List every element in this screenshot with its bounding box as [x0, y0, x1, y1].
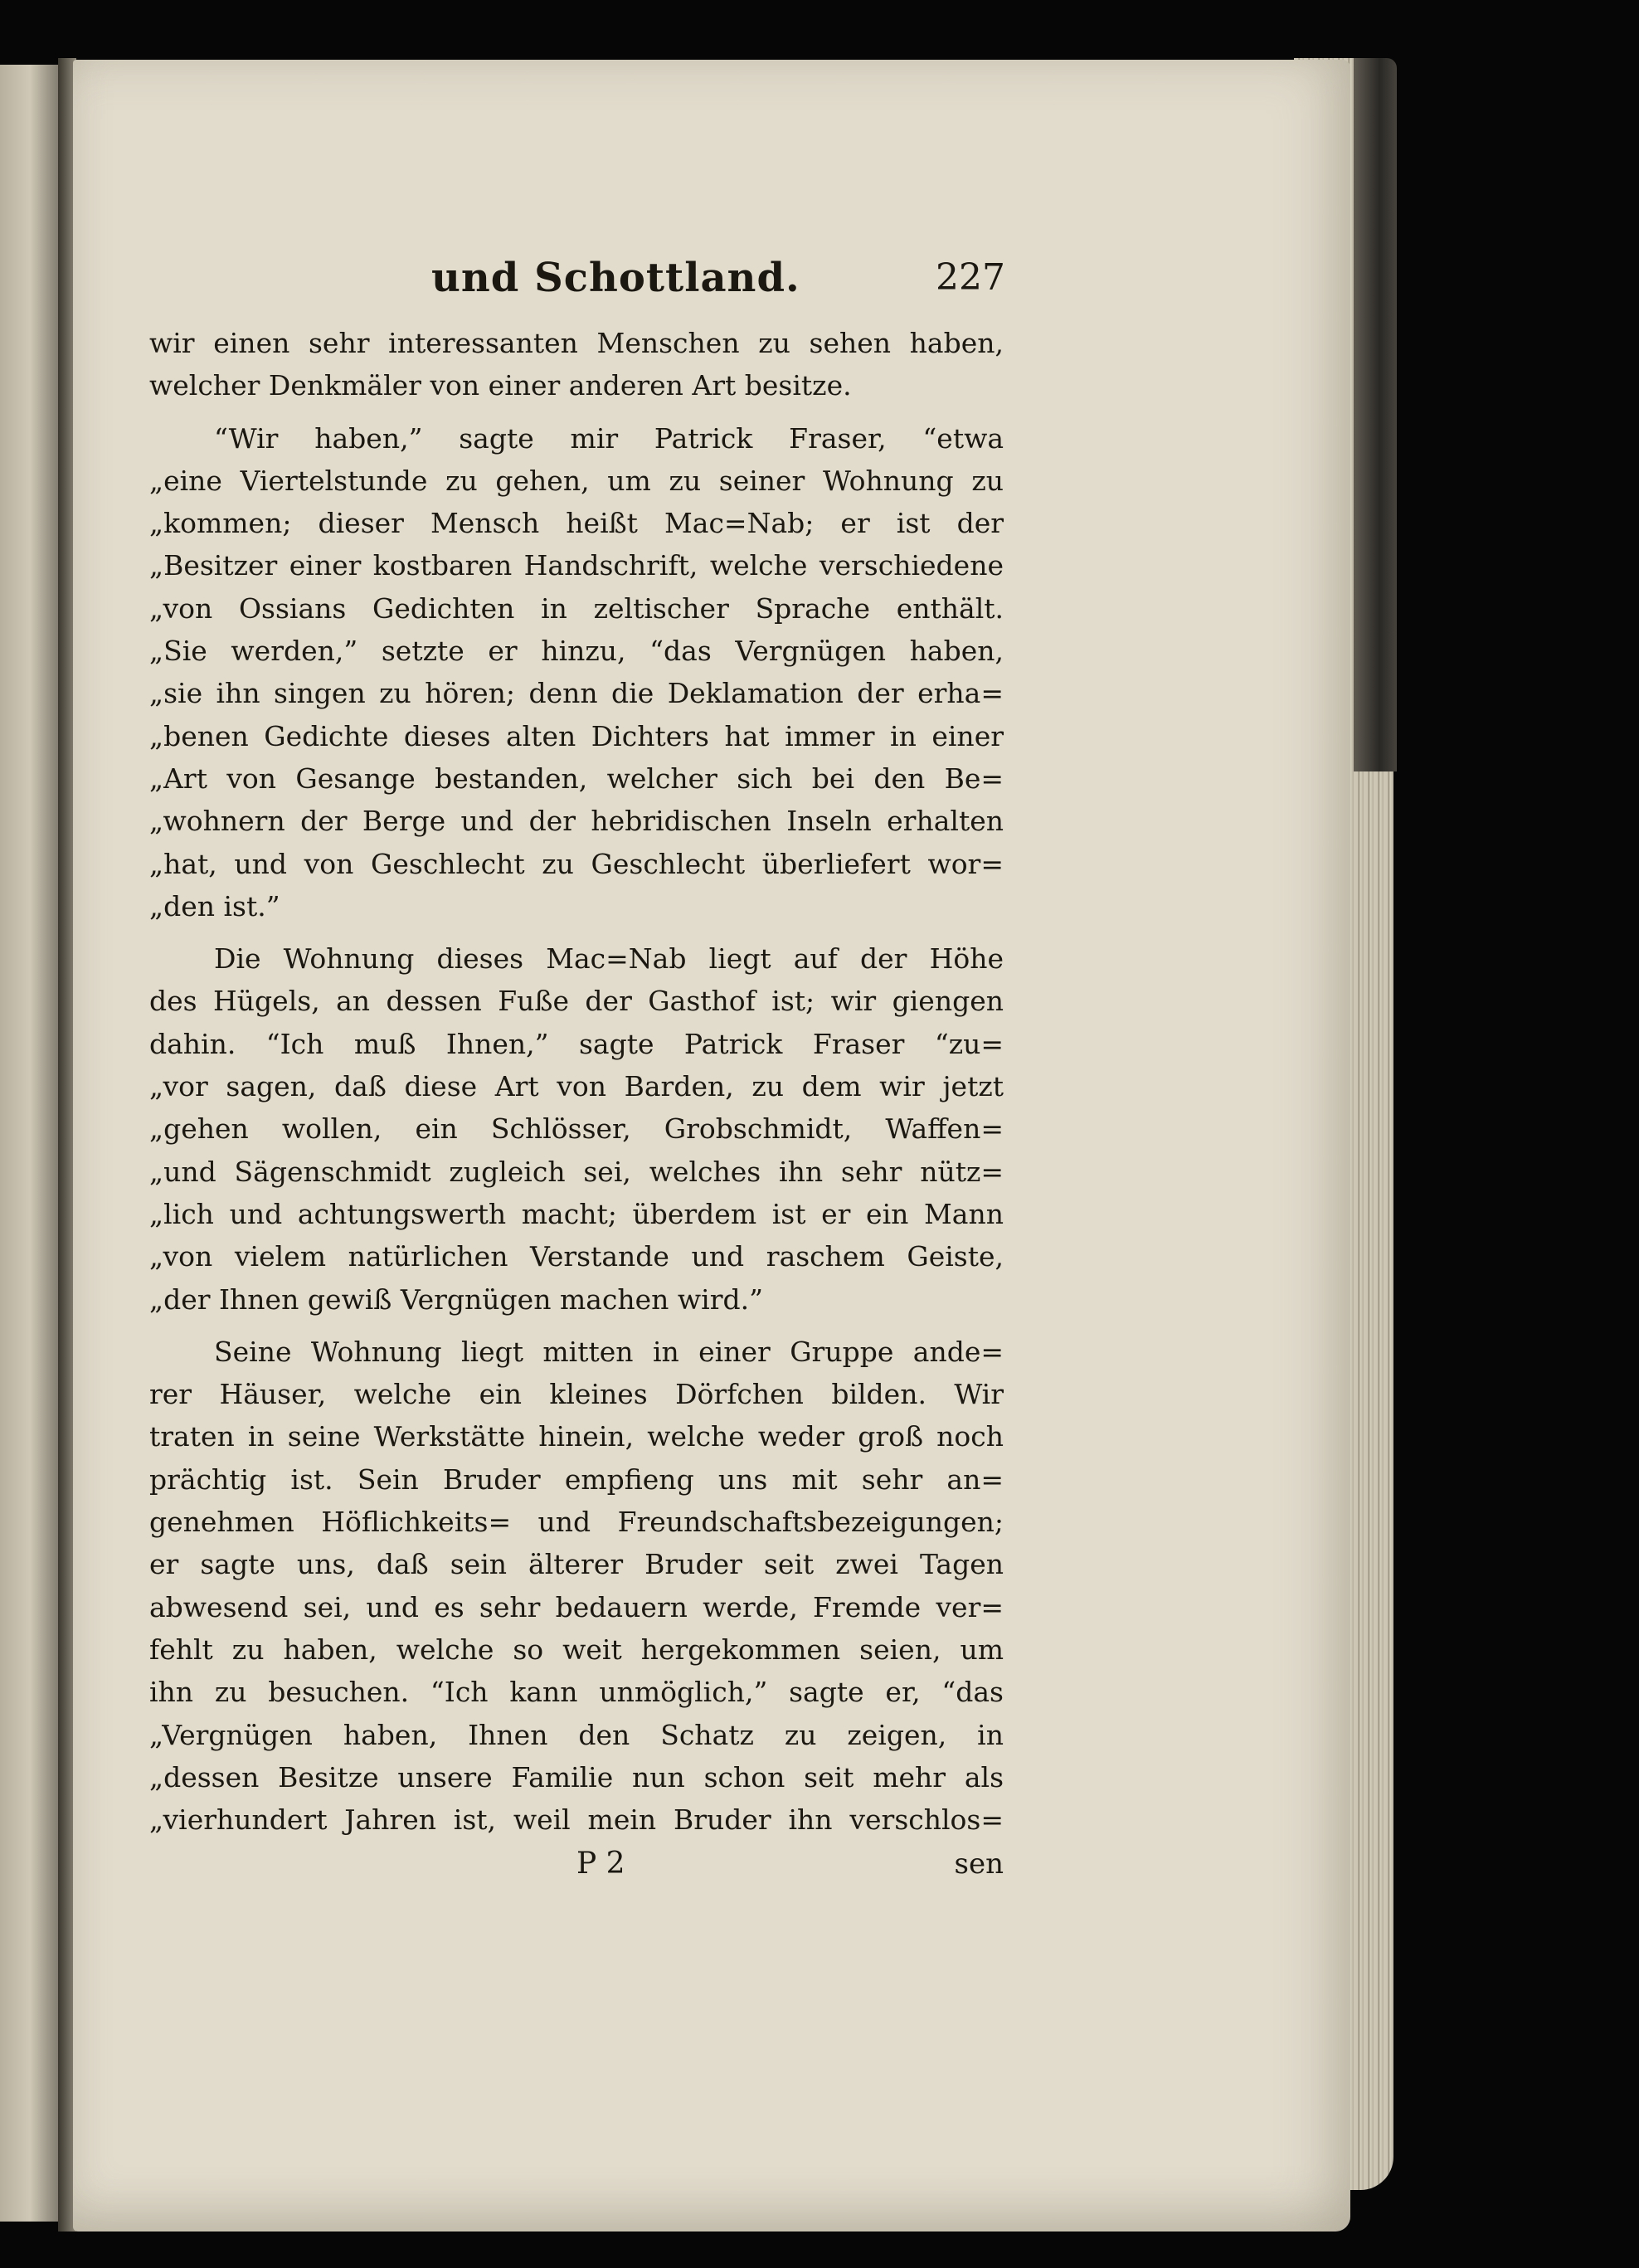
page-number: 227	[936, 256, 1005, 299]
page-footer	[149, 1841, 1004, 1891]
text-line: Die Wohnung dieses Mac=Nab liegt auf der Höhe	[214, 942, 1004, 976]
page-header	[149, 249, 1004, 307]
text-line: „benen Gedichte dieses alten Dichters hat immer in einer	[149, 719, 1004, 752]
text-line: welcher Denkmäler von einer anderen Art besitze.	[149, 369, 852, 402]
text-line: „hat, und von Geschlecht zu Geschlecht überliefert wor=	[149, 847, 1004, 880]
text-line: „dessen Besitze unsere Familie nun schon seit mehr als	[149, 1760, 1004, 1793]
catchword: sen	[954, 1847, 1004, 1881]
running-title: und Schottland.	[431, 255, 800, 301]
text-line: des Hügels, an dessen Fuße der Gasthof ist; wir giengen	[149, 985, 1004, 1018]
text-line: „von Ossians Gedichten in zeltischer Sprache enthält.	[149, 591, 1004, 625]
text-line: „kommen; dieser Mensch heißt Mac=Nab; er ist der	[149, 507, 1004, 540]
paragraph	[149, 1331, 1004, 1842]
text-line: „sie ihn singen zu hören; denn die Deklamation der erha=	[149, 677, 1004, 710]
paragraph	[149, 417, 1004, 928]
text-line: „Vergnügen haben, Ihnen den Schatz zu zeigen, in	[149, 1718, 1004, 1751]
text-line: „gehen wollen, ein Schlösser, Grobschmidt, Waffen=	[149, 1112, 1004, 1146]
signature-mark: P 2	[576, 1847, 625, 1881]
text-line: „eine Viertelstunde zu gehen, um zu seiner Wohnung zu	[149, 464, 1004, 497]
text-line: er sagte uns, daß sein älterer Bruder seit zwei Tagen	[149, 1548, 1004, 1581]
facing-page-edge	[0, 65, 66, 2222]
text-line: wir einen sehr interessanten Menschen zu sehen haben,	[149, 327, 1004, 359]
paragraph	[149, 937, 1004, 1321]
text-line: ihn zu besuchen. “Ich kann unmöglich,” sagte er, “das	[149, 1676, 1004, 1709]
text-line: „vor sagen, daß diese Art von Barden, zu dem wir jetzt	[149, 1070, 1004, 1103]
text-line: genehmen Höflichkeits= und Freundschaftsbezeigungen;	[149, 1506, 1004, 1539]
text-line: „Sie werden,” setzte er hinzu, “das Vergnügen haben,	[149, 635, 1004, 668]
text-line: dahin. “Ich muß Ihnen,” sagte Patrick Fraser “zu=	[149, 1027, 1004, 1060]
text-line: rer Häuser, welche ein kleines Dörfchen bilden. Wir	[149, 1378, 1004, 1411]
text-line: „der Ihnen gewiß Vergnügen machen wird.”	[149, 1282, 763, 1316]
text-line: „Art von Gesange bestanden, welcher sich bei den Be=	[149, 762, 1004, 795]
text-line: „den ist.”	[149, 889, 280, 922]
text-line: fehlt zu haben, welche so weit hergekommen seien, um	[149, 1633, 1004, 1666]
text-line: „und Sägenschmidt zugleich sei, welches ihn sehr nütz=	[149, 1155, 1004, 1188]
text-line: traten in seine Werkstätte hinein, welche weder groß noch	[149, 1420, 1004, 1453]
text-line: „Besitzer einer kostbaren Handschrift, welche verschiedene	[149, 549, 1004, 582]
text-line: prächtig ist. Sein Bruder empfieng uns mit sehr an=	[149, 1463, 1004, 1496]
text-block	[149, 249, 1004, 1891]
text-line: abwesend sei, und es sehr bedauern werde, Fremde ver=	[149, 1590, 1004, 1623]
text-line: „wohnern der Berge und der hebridischen Inseln erhalten	[149, 805, 1004, 838]
text-line: „vierhundert Jahren ist, weil mein Bruder ihn verschlos=	[149, 1803, 1004, 1837]
text-line: “Wir haben,” sagte mir Patrick Fraser, “etwa	[214, 421, 1004, 455]
text-line: „lich und achtungswerth macht; überdem ist er ein Mann	[149, 1197, 1004, 1230]
paragraph	[149, 322, 1004, 407]
cover-edge	[1354, 58, 1397, 771]
text-line: „von vielem natürlichen Verstande und raschem Geiste,	[149, 1240, 1004, 1273]
text-line: Seine Wohnung liegt mitten in einer Gruppe ande=	[214, 1335, 1004, 1368]
